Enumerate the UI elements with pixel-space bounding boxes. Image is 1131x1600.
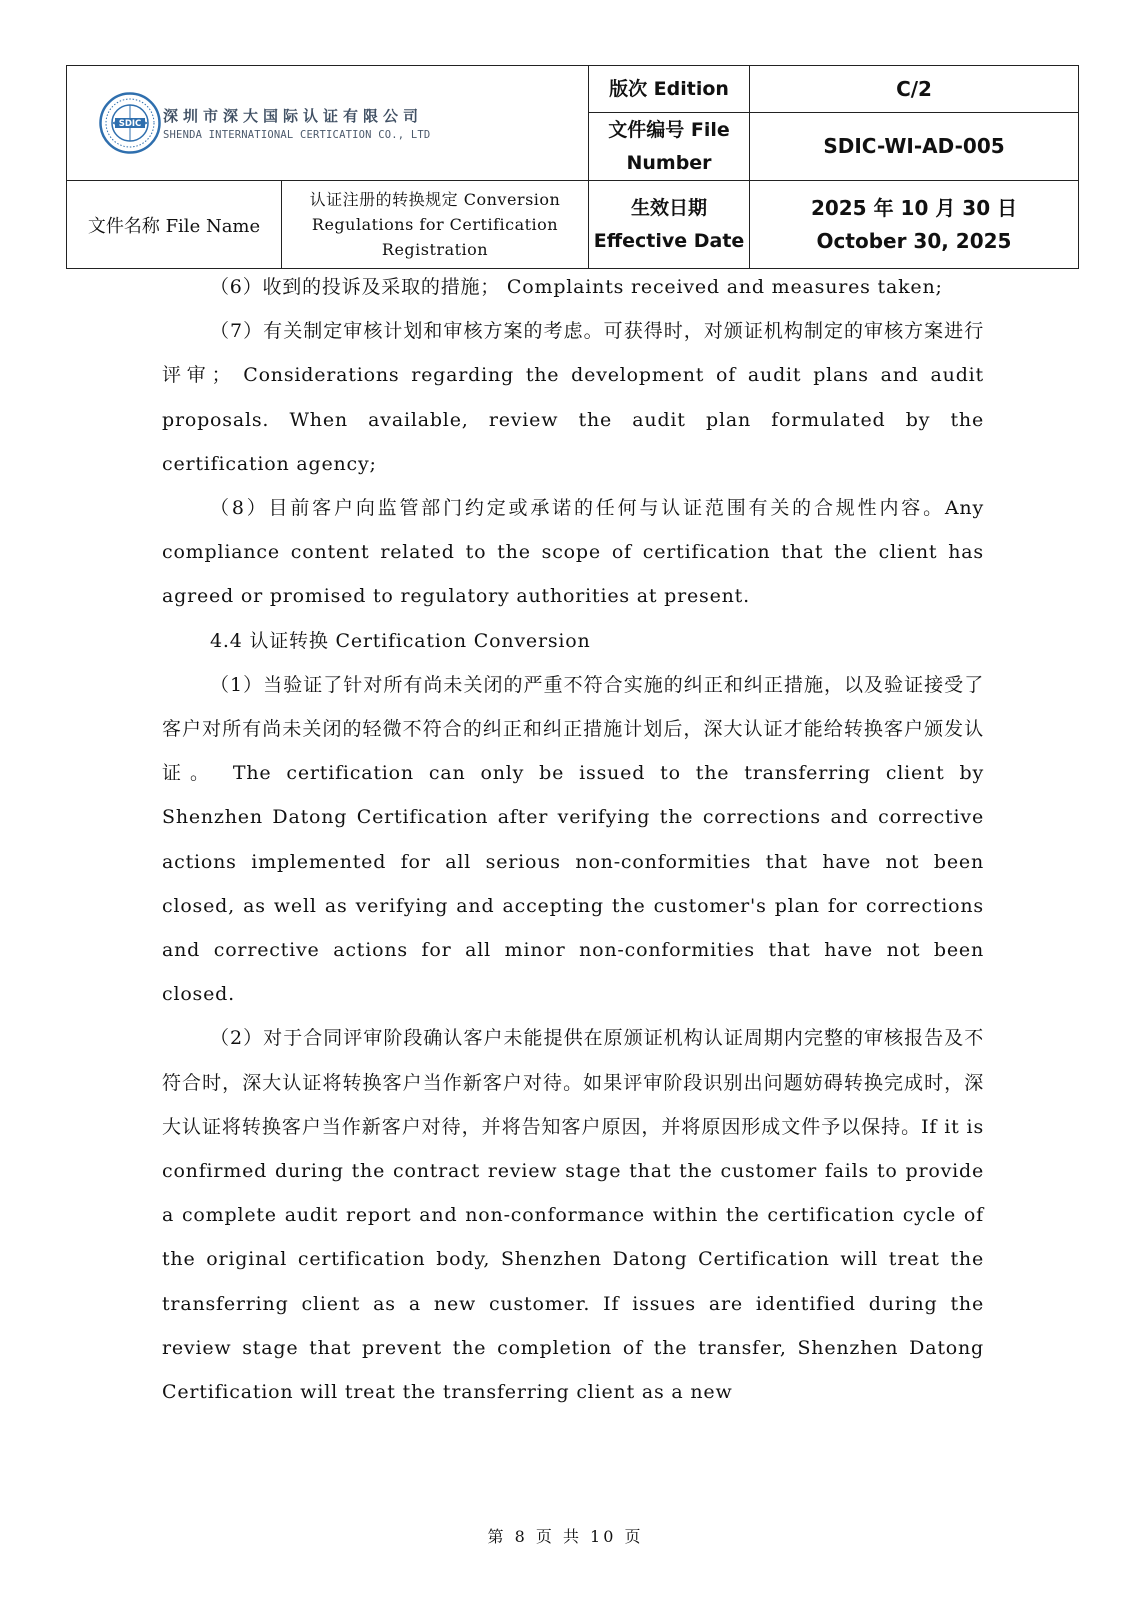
conversion-item-2-paragraph: （2）对于合同评审阶段确认客户未能提供在原颁证机构认证周期内完整的审核报告及不符合时，深大认证将转换客户当作新客户对待。如果评审阶段识别出问题妨碍转换完成时，深大认证将转换客户当作新客户对待，并将告知客户原因，并将原因形成文件予以保持。If it is confirmed during the contract review stage that the customer fails to provide a complete audit report and non-conformance within the certification cycle of the original certification body, Shenzhen Datong Certification will treat the transferring client as a new customer. If issues are identified during the review stage that prevent the completion of the transfer, Shenzhen Datong Certification will treat the transferring client as a new xyxy=(162,1027,984,1404)
page-number-footer: 第 8 页 共 10 页 xyxy=(487,1527,644,1546)
conversion-item-1-paragraph: （1）当验证了针对所有尚未关闭的严重不符合实施的纠正和纠正措施，以及验证接受了客户对所有尚未关闭的轻微不符合的纠正和纠正措施计划后，深大认证才能给转换客户颁发认证。 The certification can only be issued to the transferring client by Shenzhen Datong Certification after verifying the corrections and corrective actions implemented for all serious non-conformities that have not been closed, as well as verifying and accepting the customer's plan for corrections and corrective actions for all minor non-conformities that have not been closed. xyxy=(162,673,984,1006)
section-heading: 4.4 认证转换 Certification Conversion xyxy=(210,629,591,652)
item-6-paragraph: （6）收到的投诉及采取的措施； Complaints received and measures taken; xyxy=(210,276,943,298)
file-name-value-line-2: Regulations for Certification xyxy=(311,215,559,234)
edition-value: C/2 xyxy=(750,66,1079,113)
effective-date-value xyxy=(750,181,1079,269)
file-number-label-line-2: Number xyxy=(626,151,712,174)
effective-date-label-line-1: 生效日期 xyxy=(631,196,708,219)
seal-text: SDIC xyxy=(118,119,142,130)
effective-date-value-en: October 30, 2025 xyxy=(816,228,1012,253)
company-seal-icon xyxy=(99,92,161,154)
effective-date-value-cn: 2025 年 10 月 30 日 xyxy=(810,195,1018,220)
file-number-label xyxy=(589,113,750,181)
file-number-label-line-1: 文件编号 File xyxy=(608,118,730,141)
file-name-value-line-3: Registration xyxy=(381,240,489,259)
file-number-value: SDIC-WI-AD-005 xyxy=(750,113,1079,181)
company-name-en: SHENDA INTERNATIONAL CERTICATION CO., LTD xyxy=(163,129,431,141)
company-name-cn: 深圳市深大国际认证有限公司 xyxy=(163,107,424,125)
document-header-table xyxy=(66,65,1079,269)
item-8-paragraph: （8）目前客户向监管部门约定或承诺的任何与认证范围有关的合规性内容。Any compliance content related to the scope of certification that the client has agreed or promised to regulatory authorities at present. xyxy=(162,497,984,608)
file-name-value-line-1: 认证注册的转换规定 Conversion xyxy=(309,190,561,209)
edition-label: 版次 Edition xyxy=(589,66,750,113)
effective-date-label-line-2: Effective Date xyxy=(593,229,745,252)
effective-date-label xyxy=(589,181,750,269)
file-name-value xyxy=(282,181,589,269)
company-logo-cell xyxy=(67,66,589,181)
item-7-paragraph: （7）有关制定审核计划和审核方案的考虑。可获得时，对颁证机构制定的审核方案进行评审； Considerations regarding the development of audit plans and audit proposals. When available, review the audit plan formulated by the certification agency; xyxy=(162,320,984,475)
file-name-label: 文件名称 File Name xyxy=(67,181,282,269)
document-body xyxy=(162,265,984,1414)
